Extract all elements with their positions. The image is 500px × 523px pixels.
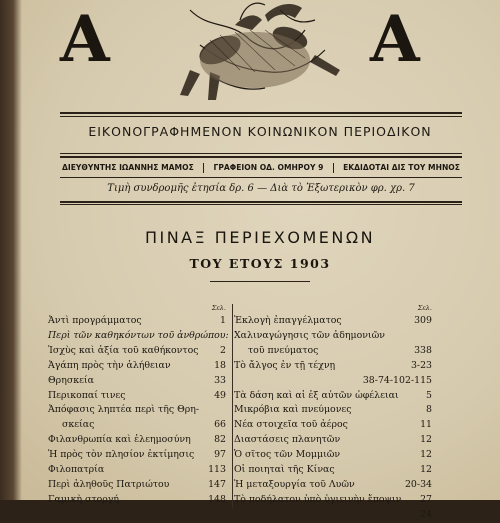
toc-entry-title: Οἱ ποιηταὶ τῆς Κίνας <box>234 464 335 476</box>
toc-title-underline <box>210 281 310 282</box>
toc-entry-title: Τὸ ποδήλατον ὑπὸ ὑγιεινὴν ἔποψιν <box>234 493 402 505</box>
toc-entry-title: Νέα στοιχεῖα τοῦ ἀέρος <box>234 419 348 431</box>
toc-entry <box>48 463 226 478</box>
toc-entry-title: Ἡ πρὸς τὸν πλησίον ἐκτίμησις <box>48 449 195 461</box>
page-column-header: Σελ. <box>211 304 226 312</box>
toc-entry <box>48 344 226 359</box>
subscription-line: Τιμὴ συνδρομῆς ἐτησία δρ. 6 — Διὰ τὸ Ἐξωτερικὸν φρ. χρ. 7 <box>107 183 415 194</box>
toc-entry-title: Θρησκεία <box>48 374 94 386</box>
toc-entry-page: 49 <box>214 389 226 401</box>
toc-entry <box>48 359 226 374</box>
toc-entry-page: 8 <box>426 404 432 416</box>
toc-entry-page: 12 <box>420 449 432 461</box>
toc-entry-title: Διαστάσεις πλανητῶν <box>234 434 341 446</box>
toc-entry <box>234 344 432 359</box>
frequency-line: ΕΚΔΙΔΟΤΑΙ ΔΙΣ ΤΟΥ ΜΗΝΟΣ <box>343 163 460 172</box>
toc-entry <box>48 389 226 404</box>
toc-entry-title: Περὶ τῶν καθηκόντων τοῦ ἀνθρώπου: <box>48 329 229 341</box>
toc-entry <box>234 374 432 389</box>
toc-entry-title: σκείας <box>62 419 95 431</box>
toc-entry-page: 18 <box>214 359 226 371</box>
toc-entry-title: Περικοπαί τινες <box>48 389 126 401</box>
toc-entry-title: Τὸ ἄλγος ἐν τῇ τέχνῃ <box>234 359 336 371</box>
toc-entry <box>48 314 226 329</box>
page-column-header: Σελ. <box>417 304 432 312</box>
toc-entry-title: τοῦ πνεύματος <box>248 344 319 356</box>
toc-entry-page: 113 <box>208 464 226 476</box>
toc-entry <box>234 478 432 493</box>
toc-entry <box>234 314 432 329</box>
book-binding-shadow <box>0 0 22 500</box>
masthead-letter-right: Α <box>370 2 422 77</box>
toc-entry <box>48 403 226 418</box>
toc-entry <box>48 418 226 433</box>
toc-entry-page: 66 <box>214 419 226 431</box>
toc-entry-page: 3-23 <box>410 359 432 371</box>
toc-entry-title: Φιλοπατρία <box>48 464 105 476</box>
info-rule-mid <box>60 177 462 178</box>
toc-entry-page: 38-74-102-115 <box>362 374 432 386</box>
toc-entry-page: 309 <box>414 315 432 326</box>
toc-entry-page: 5 <box>426 389 432 401</box>
toc-entry <box>234 463 432 478</box>
toc-entry <box>234 403 432 418</box>
toc-entry-title: Χαλιναγώγησις τῶν ἀδημονιῶν <box>234 329 385 341</box>
toc-entry <box>234 418 432 433</box>
toc-entry-title: Ἀπόφασις ληπτέα περὶ τῆς Θρη- <box>48 404 200 416</box>
toc-entry-page: 11 <box>420 419 432 431</box>
toc-entry-page: 20-34 <box>404 478 432 490</box>
toc-entry-title: Φιλανθρωπία καὶ ἐλεημοσύνη <box>48 434 191 446</box>
toc-entry-title: Ἐκλογὴ ἐπαγγέλματος <box>234 315 342 326</box>
toc-entry-page: 82 <box>214 434 226 446</box>
toc-year: ΤΟΥ ΕΤΟΥΣ 1903 <box>189 256 331 271</box>
masthead-rule-top <box>60 112 462 114</box>
masthead <box>40 0 470 108</box>
info-divider <box>333 163 334 173</box>
toc-entry-title: Ἀντὶ προγράμματος <box>48 315 142 326</box>
toc-entry <box>48 493 226 508</box>
info-rule-bottom <box>60 201 462 203</box>
toc-entry-page: 1 <box>220 315 226 326</box>
toc-entry-title: Ὁ σῖτος τῶν Μομμιῶν <box>234 449 341 461</box>
toc-title: ΠΙΝΑΞ ΠΕΡΙΕΧΟΜΕΝΩΝ <box>144 228 376 247</box>
info-divider <box>203 163 204 173</box>
toc-entry-page: 2 <box>220 344 226 356</box>
toc-entry <box>48 329 229 344</box>
info-bar <box>62 163 460 173</box>
info-rule-top <box>60 153 462 154</box>
office-line: ΓΡΑΦΕΙΟΝ ΟΔ. ΟΜΗΡΟΥ 9 <box>213 163 324 172</box>
toc-entry <box>48 374 226 389</box>
toc-entry <box>234 329 432 344</box>
toc-entry-page: 148 <box>208 493 226 505</box>
toc-entry-page: 33 <box>214 374 226 386</box>
toc-entry <box>48 433 226 448</box>
toc-entry <box>48 478 226 493</box>
toc-entry <box>234 433 432 448</box>
masthead-rule-top-thin <box>60 116 462 117</box>
director-line: ΔΙΕΥΘΥΝΤΗΣ ΙΩΑΝΝΗΣ ΜΑΜΟΣ <box>62 163 194 172</box>
toc-entry-page: 12 <box>420 464 432 476</box>
toc-entry-title: Περὶ ἀληθοῦς Πατριώτου <box>48 478 170 490</box>
masthead-letter-left: Α <box>60 2 112 77</box>
toc-entry-page: 24 <box>420 508 432 520</box>
toc-entry <box>234 448 432 463</box>
toc-entry-page: 27 <box>420 493 432 505</box>
toc-entry-page: 97 <box>214 449 226 461</box>
toc-entry-page: 147 <box>208 478 226 490</box>
toc-entry-page: 338 <box>414 344 432 356</box>
toc-entry-page: 12 <box>420 434 432 446</box>
toc-entry-title: Μικρόβια καὶ πνεύμονες <box>234 404 352 416</box>
toc-entry-title: Τὰ δάση καὶ αἱ ἐξ αὐτῶν ὠφέλειαι <box>234 389 399 401</box>
magazine-subtitle: ΕΙΚΟΝΟΓΡΑΦΗΜΕΝΟΝ ΚΟΙΝΩΝΙΚΟΝ ΠΕΡΙΟΔΙΚΟΝ <box>88 124 432 139</box>
toc-entry <box>234 493 432 508</box>
toc-entry <box>234 359 432 374</box>
toc-entry-title: Ἰσχὺς καὶ ἀξία τοῦ καθήκοντος <box>48 344 199 356</box>
info-rule-top-thick <box>60 156 462 158</box>
toc-column-right <box>234 304 432 523</box>
toc-entry <box>234 508 432 523</box>
toc-entry-title: Ἡ μεταξουργία τοῦ Λυῶν <box>234 478 355 490</box>
toc-entry <box>234 389 432 404</box>
toc-entry-title: Ἀγάπη πρὸς τὴν ἀλήθειαν <box>48 359 171 371</box>
toc-column-left <box>48 304 233 508</box>
info-rule-bottom-thin <box>60 204 462 205</box>
toc-entry <box>48 448 226 463</box>
toc-entry-title: Γαμικὴ στοργή <box>48 493 120 505</box>
